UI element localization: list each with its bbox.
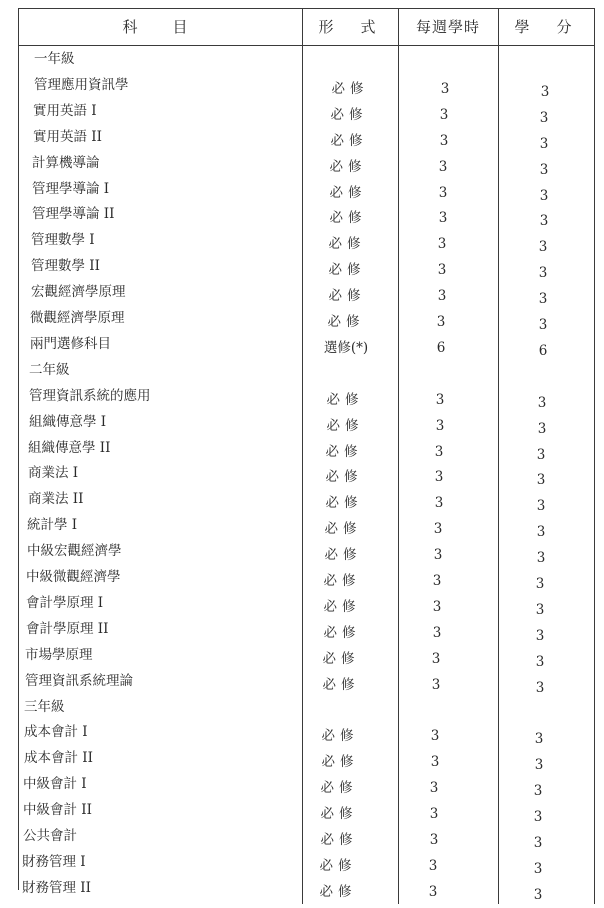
course-type: 必修 bbox=[323, 624, 361, 641]
subject-name: 管理資訊系統理論 bbox=[25, 672, 133, 689]
course-type: 必修 bbox=[328, 288, 366, 305]
table-row bbox=[0, 823, 604, 849]
subject-name: 組織傳意學 I bbox=[29, 413, 107, 430]
credits: 3 bbox=[540, 83, 550, 100]
table-row bbox=[0, 771, 604, 800]
subject-name: 宏觀經濟學原理 bbox=[31, 284, 126, 301]
subject-name: 兩門選修科目 bbox=[30, 335, 111, 352]
table-row bbox=[0, 538, 604, 567]
weekly-hours: 3 bbox=[432, 573, 442, 589]
credits: 3 bbox=[533, 860, 543, 877]
table-row bbox=[0, 98, 604, 124]
weekly-hours: 3 bbox=[428, 857, 438, 874]
subject-name: 成本會計 I bbox=[24, 724, 88, 741]
table-row bbox=[0, 668, 604, 694]
weekly-hours: 3 bbox=[440, 80, 450, 97]
weekly-hours: 3 bbox=[430, 728, 440, 745]
course-type: 必修 bbox=[326, 417, 364, 434]
subject-name: 中級會計 I bbox=[23, 776, 87, 793]
subject-name: 微觀經濟學原理 bbox=[30, 310, 125, 326]
credits: 3 bbox=[539, 213, 549, 230]
weekly-hours: 3 bbox=[429, 780, 439, 797]
table-row bbox=[0, 72, 604, 98]
table-row bbox=[0, 124, 604, 150]
subject-name: 實用英語 I bbox=[33, 102, 97, 119]
table-row bbox=[0, 797, 604, 826]
subject-name: 中級宏觀經濟學 bbox=[27, 543, 122, 560]
course-type: 必修 bbox=[324, 547, 362, 564]
course-type: 必修 bbox=[328, 262, 366, 279]
subject-name: 會計學原理 II bbox=[26, 620, 109, 637]
course-type: 必修 bbox=[325, 443, 363, 460]
course-type: 必修 bbox=[321, 754, 359, 771]
subject-name: 管理應用資訊學 bbox=[34, 76, 129, 93]
credits: 3 bbox=[538, 239, 548, 256]
weekly-hours: 3 bbox=[434, 495, 444, 512]
table-row bbox=[0, 590, 604, 616]
weekly-hours: 3 bbox=[431, 650, 441, 667]
course-type: 必修 bbox=[329, 158, 367, 175]
course-type: 必修 bbox=[330, 106, 368, 123]
header-type: 形 式 bbox=[318, 18, 382, 36]
section-row bbox=[0, 357, 604, 383]
subject-name: 商業法 II bbox=[28, 491, 84, 508]
weekly-hours: 3 bbox=[435, 417, 445, 434]
table-row bbox=[0, 849, 604, 875]
course-type: 必修 bbox=[331, 80, 369, 97]
course-type: 必修 bbox=[321, 728, 359, 745]
credits: 3 bbox=[534, 731, 544, 748]
subject-name: 成本會計 II bbox=[24, 750, 93, 767]
course-type: 必修 bbox=[330, 132, 368, 149]
course-type: 必修 bbox=[327, 314, 365, 330]
table-row bbox=[0, 642, 604, 668]
course-type: 必修 bbox=[324, 521, 362, 538]
credits: 3 bbox=[539, 135, 549, 152]
credits: 3 bbox=[535, 576, 545, 592]
weekly-hours: 3 bbox=[438, 184, 448, 201]
table-border-top bbox=[18, 8, 595, 9]
course-type: 必修 bbox=[319, 857, 357, 874]
weekly-hours: 3 bbox=[434, 469, 444, 486]
weekly-hours: 3 bbox=[432, 598, 442, 615]
header-subject: 科 目 bbox=[122, 18, 198, 36]
weekly-hours: 3 bbox=[429, 806, 439, 823]
credits: 3 bbox=[538, 291, 548, 308]
weekly-hours: 3 bbox=[438, 158, 448, 175]
course-type: 必修 bbox=[325, 495, 363, 512]
table-row bbox=[0, 745, 604, 774]
weekly-hours: 3 bbox=[428, 883, 438, 900]
subject-name: 會計學原理 I bbox=[26, 594, 104, 611]
table-row bbox=[0, 201, 604, 230]
section-row bbox=[0, 46, 604, 72]
credits: 3 bbox=[536, 472, 546, 489]
course-type: 必修 bbox=[319, 883, 357, 900]
weekly-hours: 3 bbox=[436, 314, 446, 330]
header-hours: 每週學時 bbox=[415, 18, 480, 36]
table-row bbox=[0, 409, 604, 435]
subject-name: 統計學 I bbox=[27, 517, 78, 534]
credits: 3 bbox=[536, 446, 546, 463]
subject-name: 組織傳意學 II bbox=[28, 439, 111, 456]
weekly-hours: 3 bbox=[437, 236, 447, 253]
credits: 3 bbox=[535, 653, 545, 670]
weekly-hours: 3 bbox=[437, 288, 447, 305]
credits: 3 bbox=[535, 627, 545, 644]
course-type: 必修 bbox=[329, 184, 367, 201]
course-type: 必修 bbox=[320, 832, 358, 848]
weekly-hours: 3 bbox=[439, 132, 449, 149]
course-type: 必修 bbox=[323, 598, 361, 615]
weekly-hours: 3 bbox=[433, 521, 443, 538]
section-label: 一年級 bbox=[34, 51, 75, 67]
table-row bbox=[0, 176, 604, 202]
course-type: 必修 bbox=[328, 236, 366, 253]
credits: 3 bbox=[539, 187, 549, 204]
weekly-hours: 3 bbox=[431, 676, 441, 693]
subject-name: 管理學導論 I bbox=[32, 180, 110, 197]
credits: 3 bbox=[533, 809, 543, 826]
table-row bbox=[0, 460, 604, 489]
weekly-hours: 3 bbox=[429, 832, 439, 848]
course-type: 選修(*) bbox=[323, 339, 369, 356]
weekly-hours: 3 bbox=[439, 106, 449, 123]
table-row bbox=[0, 486, 604, 515]
course-type: 必修 bbox=[325, 469, 363, 486]
credits: 6 bbox=[538, 342, 548, 359]
table-row bbox=[0, 512, 604, 541]
course-type: 必修 bbox=[320, 780, 358, 797]
weekly-hours: 3 bbox=[430, 754, 440, 771]
section-label: 三年級 bbox=[24, 698, 65, 715]
table-row bbox=[0, 616, 604, 642]
table-row bbox=[0, 564, 604, 590]
subject-name: 財務管理 I bbox=[22, 853, 86, 870]
course-type: 必修 bbox=[329, 210, 367, 227]
subject-name: 公共會計 bbox=[23, 828, 77, 844]
credits: 3 bbox=[533, 886, 543, 903]
credits: 3 bbox=[533, 783, 543, 800]
table-row bbox=[0, 719, 604, 748]
credits: 3 bbox=[535, 679, 545, 696]
table-row bbox=[0, 253, 604, 282]
weekly-hours: 3 bbox=[438, 210, 448, 227]
credits: 3 bbox=[536, 524, 546, 541]
subject-name: 實用英語 II bbox=[33, 128, 102, 145]
subject-name: 市場學原理 bbox=[25, 646, 93, 663]
table-row bbox=[0, 435, 604, 461]
table-row bbox=[0, 279, 604, 308]
subject-name: 管理數學 I bbox=[31, 232, 95, 249]
subject-name: 計算機導論 bbox=[32, 154, 100, 171]
credits: 3 bbox=[539, 161, 549, 178]
table-row bbox=[0, 383, 604, 409]
credits: 3 bbox=[536, 498, 546, 515]
credits: 3 bbox=[533, 835, 543, 851]
credits: 3 bbox=[534, 757, 544, 774]
course-type: 必修 bbox=[323, 573, 361, 589]
subject-name: 商業法 I bbox=[28, 465, 79, 482]
credits: 3 bbox=[535, 601, 545, 618]
weekly-hours: 6 bbox=[436, 339, 446, 356]
weekly-hours: 3 bbox=[437, 262, 447, 279]
header-credits: 學 分 bbox=[514, 18, 578, 36]
credits: 3 bbox=[537, 420, 547, 437]
section-row bbox=[0, 694, 604, 720]
table-row bbox=[0, 331, 604, 357]
subject-name: 財務管理 II bbox=[22, 879, 91, 896]
table-row bbox=[0, 875, 604, 901]
credits: 3 bbox=[537, 394, 547, 411]
subject-name: 中級會計 II bbox=[23, 802, 92, 819]
subject-name: 管理資訊系統的應用 bbox=[29, 387, 151, 404]
subject-name: 管理數學 II bbox=[31, 258, 100, 275]
credits: 3 bbox=[539, 109, 549, 126]
table-row bbox=[0, 227, 604, 256]
course-type: 必修 bbox=[322, 676, 360, 693]
credits: 3 bbox=[536, 550, 546, 567]
subject-name: 管理學導論 II bbox=[32, 206, 115, 223]
course-type: 必修 bbox=[322, 650, 360, 667]
course-type: 必修 bbox=[326, 391, 364, 408]
section-label: 二年級 bbox=[29, 361, 70, 378]
course-type: 必修 bbox=[320, 806, 358, 823]
weekly-hours: 3 bbox=[435, 391, 445, 408]
credits: 3 bbox=[538, 317, 548, 333]
weekly-hours: 3 bbox=[433, 547, 443, 564]
subject-name: 中級微觀經濟學 bbox=[26, 569, 121, 585]
weekly-hours: 3 bbox=[432, 624, 442, 641]
table-row bbox=[0, 305, 604, 331]
weekly-hours: 3 bbox=[434, 443, 444, 460]
table-row bbox=[0, 150, 604, 176]
credits: 3 bbox=[538, 265, 548, 282]
